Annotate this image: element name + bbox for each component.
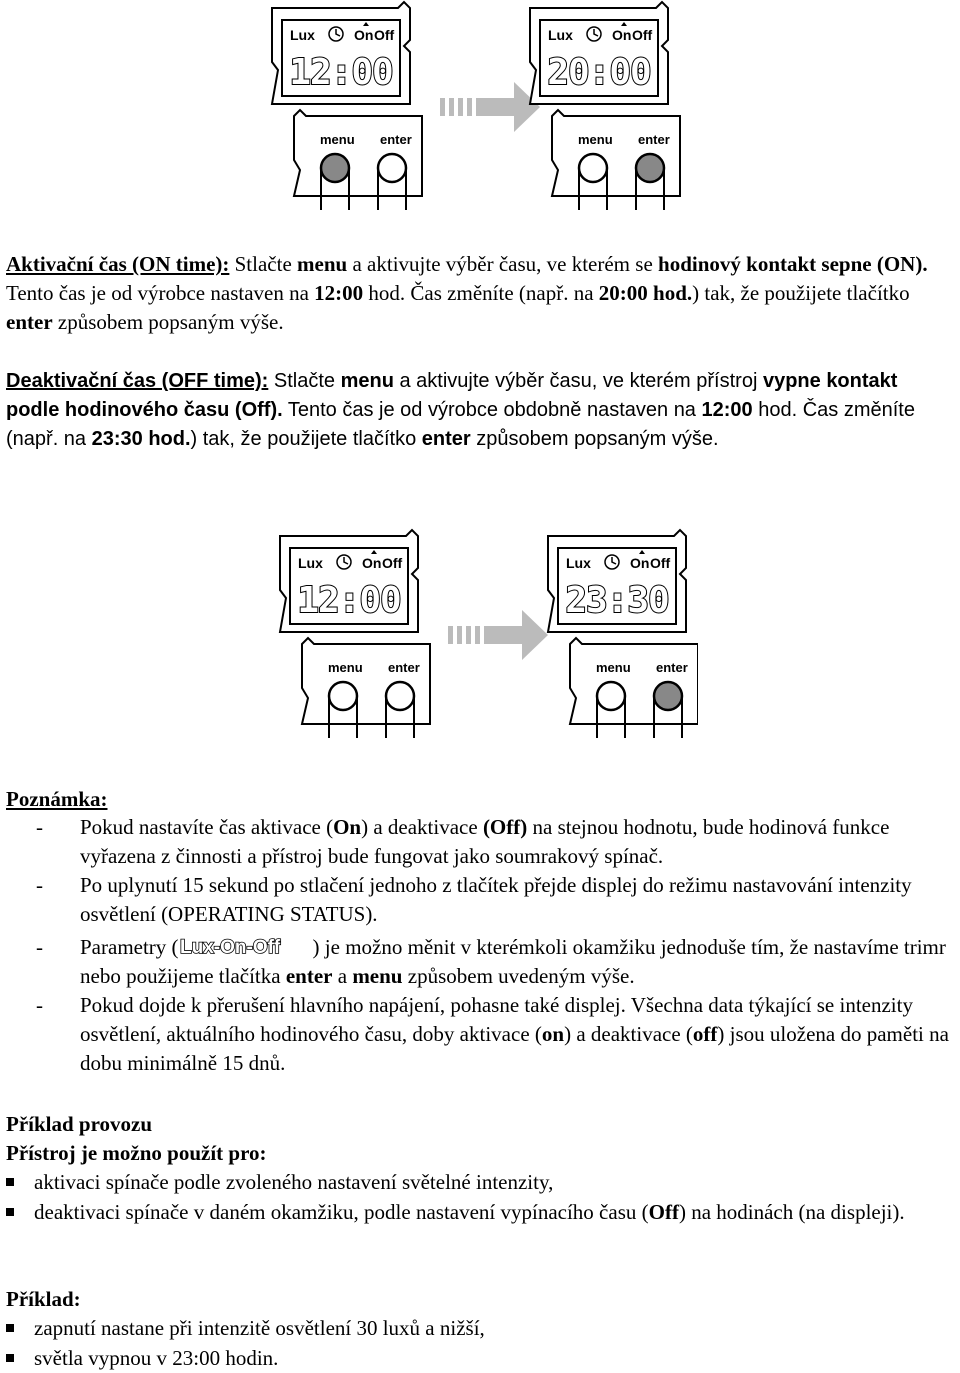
list-item: deaktivaci spínače v daném okamžiku, podle nastavení vypínacího času (Off) na hodinách (na displeji). xyxy=(6,1197,956,1227)
lux-label: Lux xyxy=(290,27,315,43)
bullet-square-icon xyxy=(6,1178,14,1186)
usage-list xyxy=(6,1167,956,1227)
menu-button[interactable] xyxy=(329,682,357,710)
list-item: aktivaci spínače podle zvoleného nastavení světelné intenzity, xyxy=(6,1167,956,1197)
usage-heading: Přístroj je možno použít pro: xyxy=(6,1141,267,1165)
lux-label: Lux xyxy=(298,555,323,571)
lux-label: Lux xyxy=(548,27,573,43)
enter-label: enter xyxy=(638,132,670,147)
menu-label: menu xyxy=(596,660,631,675)
arrow-right-icon xyxy=(448,610,548,660)
time-display: 12:00 xyxy=(289,52,393,93)
device-left xyxy=(272,2,422,210)
off-label: Off xyxy=(650,555,671,571)
enter-button[interactable] xyxy=(654,682,682,710)
off-label: Off xyxy=(382,555,403,571)
lux-on-off-icon xyxy=(179,934,313,958)
enter-button[interactable] xyxy=(636,154,664,182)
timer-figure-2 xyxy=(278,528,698,743)
on-time-title: Aktivační čas (ON time): xyxy=(6,252,230,276)
on-label: On xyxy=(612,27,632,43)
bullet-square-icon xyxy=(6,1354,14,1362)
menu-label: menu xyxy=(320,132,355,147)
example-list xyxy=(6,1313,956,1373)
list-item: - Pokud dojde k přerušení hlavního napájení, pohasne také displej. Všechna data týkající se intenzity osvětlení, aktuálního hodinového času, doby aktivace (on) a deaktivace (off) jsou uložena do paměti na dobu minimálně 15 dnů. xyxy=(36,993,949,1075)
enter-button[interactable] xyxy=(386,682,414,710)
list-item: zapnutí nastane při intenzitě osvětlení 30 luxů a nižší, xyxy=(6,1313,956,1343)
on-label: On xyxy=(630,555,650,571)
svg-text:Lux-On-Off: Lux-On-Off xyxy=(179,937,280,958)
example2-heading: Příklad: xyxy=(6,1287,81,1311)
on-label: On xyxy=(362,555,382,571)
button-panel xyxy=(570,638,698,724)
time-display: 12:00 xyxy=(297,580,401,621)
paragraph-on-time: Aktivační čas (ON time): Stlačte menu a aktivujte výběr času, ve kterém se hodinový kontakt sepne (ON). Tento čas je od výrobce nastaven na 12:00 hod. Čas změníte (např. na 20:00 hod.) tak, že použijete tlačítko enter způsobem popsaným výše. xyxy=(6,252,928,334)
menu-button[interactable] xyxy=(321,154,349,182)
arrow-right-icon xyxy=(440,82,540,132)
menu-label: menu xyxy=(578,132,613,147)
device-right xyxy=(548,530,698,738)
time-display: 23:30 xyxy=(565,580,669,621)
list-item: světla vypnou v 23:00 hodin. xyxy=(6,1343,956,1373)
button-panel xyxy=(552,110,680,196)
enter-button[interactable] xyxy=(378,154,406,182)
timer-figure-1 xyxy=(270,0,690,215)
menu-button[interactable] xyxy=(597,682,625,710)
example-heading: Příklad provozu xyxy=(6,1112,153,1136)
list-item: - Parametry ( Lux-On-Off ) je možno měnit v kterémkoli okamžiku jednoduše tím, že nastavíme trimr nebo použijeme tlačítka enter a menu způsobem uvedeným výše. xyxy=(36,935,946,988)
button-panel xyxy=(302,638,430,724)
bullet-square-icon xyxy=(6,1324,14,1332)
time-display: 20:00 xyxy=(547,52,651,93)
device-left xyxy=(280,530,430,738)
lux-label: Lux xyxy=(566,555,591,571)
enter-label: enter xyxy=(656,660,688,675)
menu-button[interactable] xyxy=(579,154,607,182)
off-label: Off xyxy=(374,27,395,43)
note-title: Poznámka: xyxy=(6,787,108,811)
paragraph-off-time: Deaktivační čas (OFF time): Stlačte menu a aktivujte výběr času, ve kterém přístroj vypne kontakt podle hodinového času (Off). Tento čas je od výrobce obdobně nastaven na 12:00 hod. Čas změníte (např. na 23:30 hod.) tak, že použijete tlačítko enter způsobem popsaným výše. xyxy=(6,370,915,450)
bullet-square-icon xyxy=(6,1208,14,1216)
off-time-title: Deaktivační čas (OFF time): xyxy=(6,370,269,392)
note-list xyxy=(6,813,956,1078)
off-label: Off xyxy=(632,27,653,43)
enter-label: enter xyxy=(388,660,420,675)
menu-label: menu xyxy=(328,660,363,675)
list-item: - Pokud nastavíte čas aktivace (On) a deaktivace (Off) na stejnou hodnotu, bude hodinová funkce vyřazena z činnosti a přístroj bude fungovat jako soumrakový spínač. xyxy=(36,815,890,868)
list-item: - Po uplynutí 15 sekund po stlačení jednoho z tlačítek přejde displej do režimu nastavování intenzity osvětlení (OPERATING STATUS). xyxy=(36,873,912,926)
on-label: On xyxy=(354,27,374,43)
enter-label: enter xyxy=(380,132,412,147)
device-right xyxy=(530,2,680,210)
button-panel xyxy=(294,110,422,196)
